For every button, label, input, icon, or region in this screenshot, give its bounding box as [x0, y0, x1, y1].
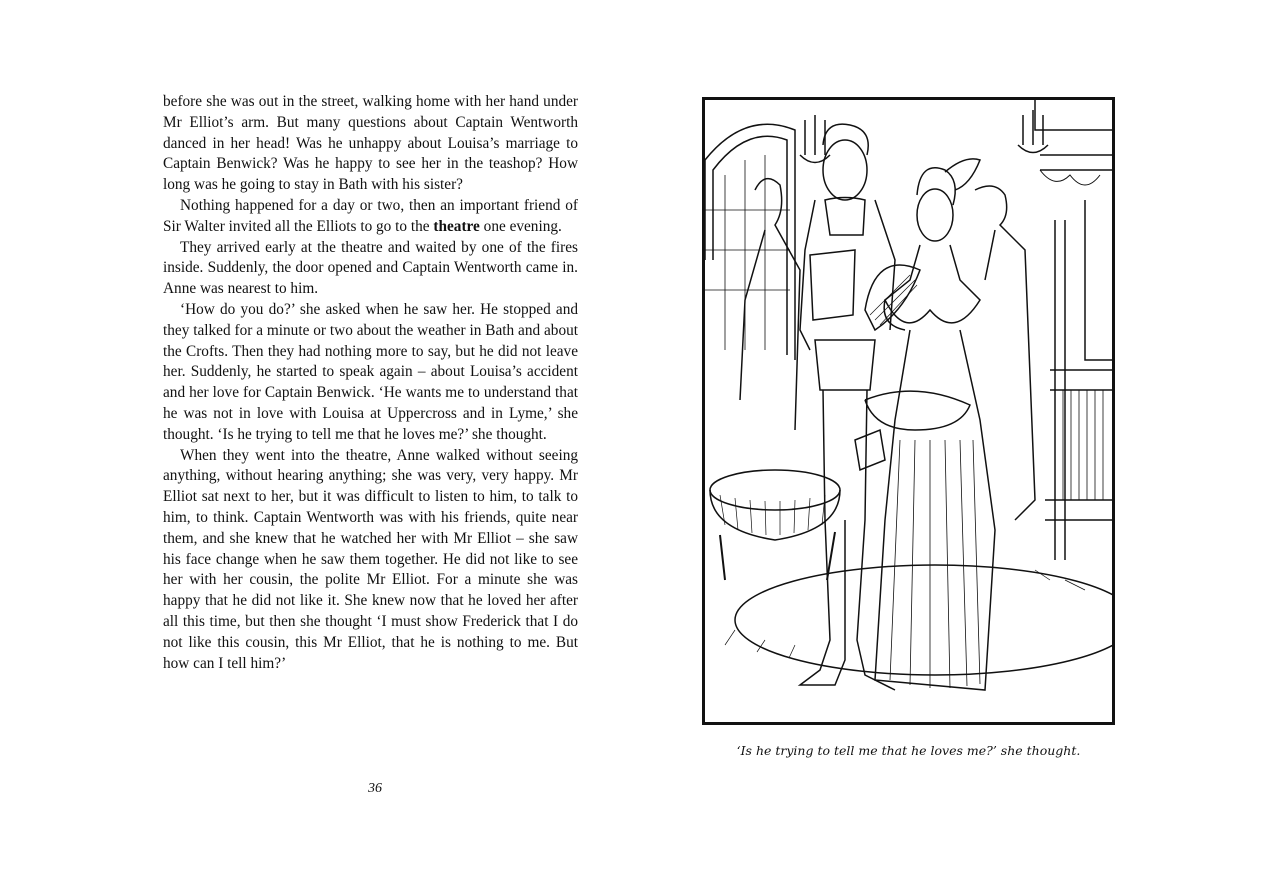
page-number: 36 — [368, 781, 382, 796]
paragraph-text: one evening. — [479, 217, 562, 235]
paragraph-text: before she was out in the street, walking home with her hand under Mr Elliot’s arm. But many questions about Captain Wentworth danced in her head! Was he unhappy about Louisa’s marriage to Captain Benwick? Was he happy to see her in the teashop? How long was he going to stay in Bath with his sister? — [163, 93, 578, 194]
paragraph — [163, 300, 578, 446]
paragraph-text: Nothing happened for a day or two, then an important friend of Sir Walter invited all the Elliots to go to the — [163, 196, 578, 235]
paragraph-text: When they went into the theatre, Anne walked without seeing anything, without hearing anything; she was very, very happy. Mr Elliot sat next to her, but it was difficult to listen to him, to talk to him, to think. Captain Wentworth was with his friends, quite near them, and she knew that he watched her with Mr Elliot – she saw his face change when he saw them together. He did not like to see her with her cousin, the polite Mr Elliot. For a minute she was happy that he did not like it. She knew now that he loved her after all this time, but then she thought ‘I must show Frederick that I do not like this cousin, this Mr Elliot, that he is nothing to me. But how can I tell him?’ — [163, 446, 578, 672]
paragraph — [163, 238, 578, 300]
paragraph — [163, 446, 578, 675]
paragraph — [163, 196, 578, 238]
paragraph-text: They arrived early at the theatre and waited by one of the fires inside. Suddenly, the door opened and Captain Wentworth came in. Anne was nearest to him. — [163, 238, 578, 298]
left-page-text — [163, 92, 578, 674]
illustration-caption: ‘Is he trying to tell me that he loves me?’ she thought. — [736, 743, 1081, 758]
paragraph-text: ‘How do you do?’ she asked when he saw her. He stopped and they talked for a minute or two about the weather in Bath and about the Crofts. Then they had nothing more to say, but he did not leave her. Suddenly, he started to speak again – about Louisa’s accident and her love for Captain Benwick. ‘He wants me to understand that he was not in love with Louisa at Uppercross and in Lyme,’ she thought. ‘Is he trying to tell me that he loves me?’ she thought. — [163, 300, 578, 443]
paragraph — [163, 92, 578, 196]
illustration-couple-at-theatre — [702, 97, 1115, 725]
glossary-keyword: theatre — [433, 217, 480, 235]
